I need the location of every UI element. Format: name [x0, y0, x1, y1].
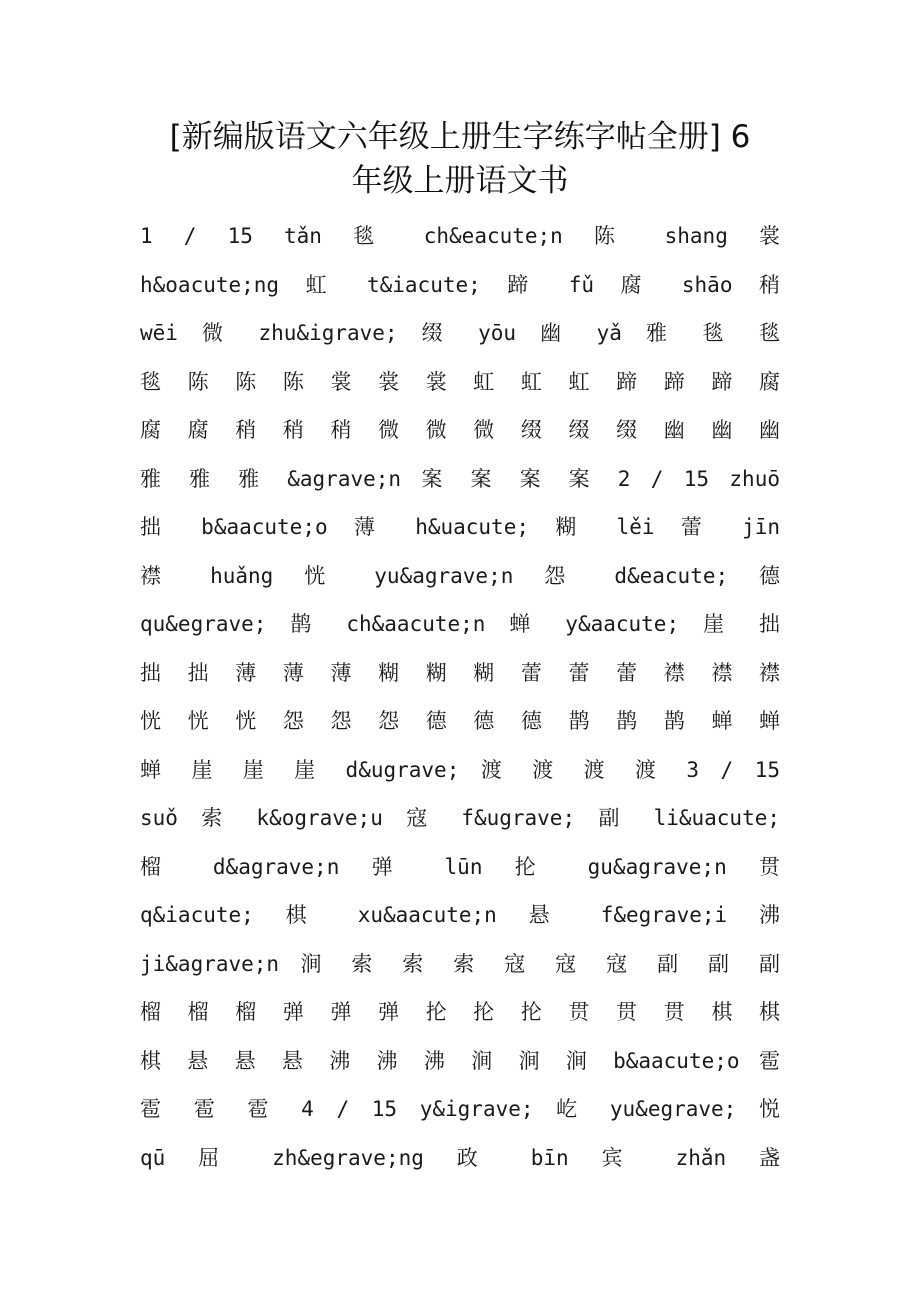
text-line: wēi 微 zhu&igrave; 缀 yōu 幽 yǎ 雅 毯 毯: [140, 321, 780, 345]
text-line: 棋 悬 悬 悬 沸 沸 沸 涧 涧 涧 b&aacute;o 雹: [140, 1048, 780, 1073]
text-line: 毯 陈 陈 陈 裳 裳 裳 虹 虹 虹 蹄 蹄 蹄 腐: [140, 369, 780, 394]
document-title: [120, 115, 800, 203]
text-line: ji&agrave;n 涧 索 索 索 寇 寇 寇 副 副 副: [140, 951, 780, 976]
text-line: 榴 榴 榴 弹 弹 弹 抡 抡 抡 贯 贯 贯 棋 棋: [140, 1000, 780, 1024]
text-line: 1 / 15 tǎn 毯 ch&eacute;n 陈 shang 裳: [140, 224, 780, 248]
text-line: suǒ 索 k&ograve;u 寇 f&ugrave; 副 li&uacute;: [140, 806, 780, 830]
text-line: h&oacute;ng 虹 t&iacute; 蹄 fǔ 腐 shāo 稍: [140, 272, 780, 297]
text-line: q&iacute; 棋 xu&aacute;n 悬 f&egrave;i 沸: [140, 903, 780, 927]
text-line: 拙 b&aacute;o 薄 h&uacute; 糊 lěi 蕾 jīn: [140, 515, 780, 539]
text-line: 雹 雹 雹 4 / 15 y&igrave; 屹 yu&egrave; 悦: [140, 1097, 780, 1121]
text-line: qū 屈 zh&egrave;ng 政 bīn 宾 zhǎn 盏: [140, 1145, 780, 1170]
text-line: qu&egrave; 鹊 ch&aacute;n 蝉 y&aacute; 崖 拙: [140, 612, 780, 636]
text-line: 拙 拙 薄 薄 薄 糊 糊 糊 蕾 蕾 蕾 襟 襟 襟: [140, 660, 780, 685]
text-line: 腐 腐 稍 稍 稍 微 微 微 缀 缀 缀 幽 幽 幽: [140, 418, 780, 442]
title-line-1: [新编版语文六年级上册生字练字帖全册] 6: [169, 119, 751, 155]
document-body: [140, 212, 780, 1182]
text-line: 雅 雅 雅 &agrave;n 案 案 案 案 2 / 15 zhuō: [140, 466, 780, 491]
text-line: 襟 huǎng 恍 yu&agrave;n 怨 d&eacute; 德: [140, 563, 780, 588]
title-line-2: 年级上册语文书: [351, 163, 569, 199]
text-line: 蝉 崖 崖 崖 d&ugrave; 渡 渡 渡 渡 3 / 15: [140, 757, 780, 782]
text-line: 榴 d&agrave;n 弹 lūn 抡 gu&agrave;n 贯: [140, 854, 780, 879]
text-line: 恍 恍 恍 怨 怨 怨 德 德 德 鹊 鹊 鹊 蝉 蝉: [140, 709, 780, 733]
